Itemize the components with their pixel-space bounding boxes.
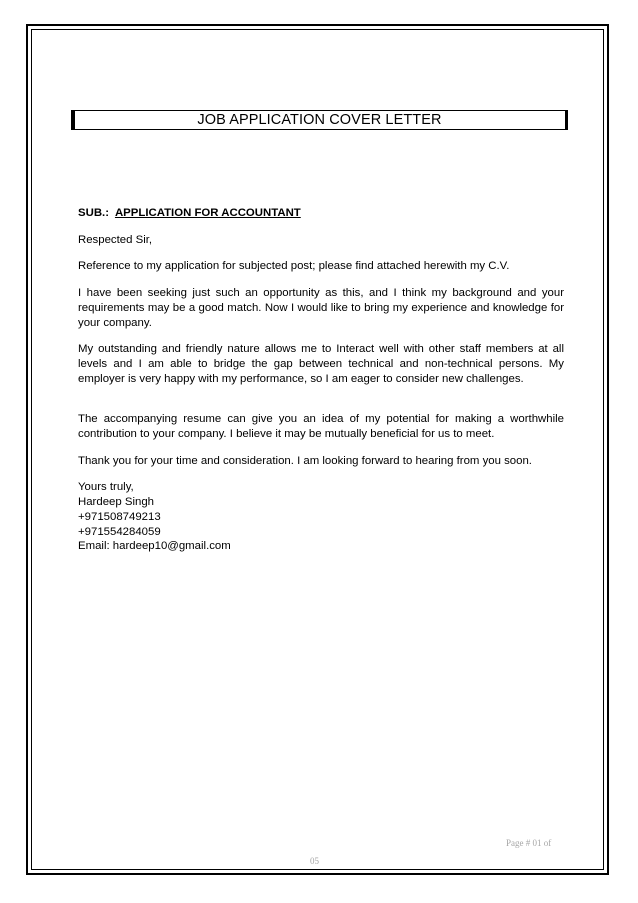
signatory-name: Hardeep Singh: [78, 496, 154, 509]
paragraph-opportunity: I have been seeking just such an opportunity as this, and I think my background and your requirements may be a good match. Now I would like to bring my experience and knowledge for your company.: [78, 287, 564, 329]
salutation: Respected Sir,: [78, 233, 153, 246]
paragraph-resume: The accompanying resume can give you an idea of my potential for making a worthwhile contribution to your company. I believe it may be mutually beneficial for us to meet.: [78, 413, 564, 441]
title-bar: [71, 110, 568, 130]
closing: Yours truly,: [78, 481, 134, 494]
page-number-label: Page # 01 of: [506, 838, 552, 848]
subject-text: APPLICATION FOR ACCOUNTANT: [114, 207, 301, 219]
title-bar-left-edge: [72, 111, 75, 129]
subject-line: [78, 206, 564, 221]
email-address: Email: hardeep10@gmail.com: [78, 540, 231, 553]
paragraph-thanks: Thank you for your time and consideration. I am looking forward to hearing from you soon.: [78, 454, 532, 467]
subject-prefix: SUB.:: [78, 207, 110, 219]
phone-secondary: +971554284059: [78, 525, 161, 538]
paragraph-reference: Reference to my application for subjected post; please find attached herewith my C.V.: [78, 260, 510, 273]
paragraph-nature: My outstanding and friendly nature allows me to Interact well with other staff members at all levels and I am able to bridge the gap between technical and non-technical persons. My employer is very happy with my performance, so I am eager to consider new challenges.: [78, 343, 564, 385]
page-total: 05: [310, 856, 319, 866]
letter-body: [78, 206, 564, 554]
document-title: JOB APPLICATION COVER LETTER: [197, 112, 442, 128]
phone-primary: +971508749213: [78, 510, 161, 523]
title-bar-right-edge: [565, 111, 567, 129]
signoff-block: [78, 480, 564, 554]
